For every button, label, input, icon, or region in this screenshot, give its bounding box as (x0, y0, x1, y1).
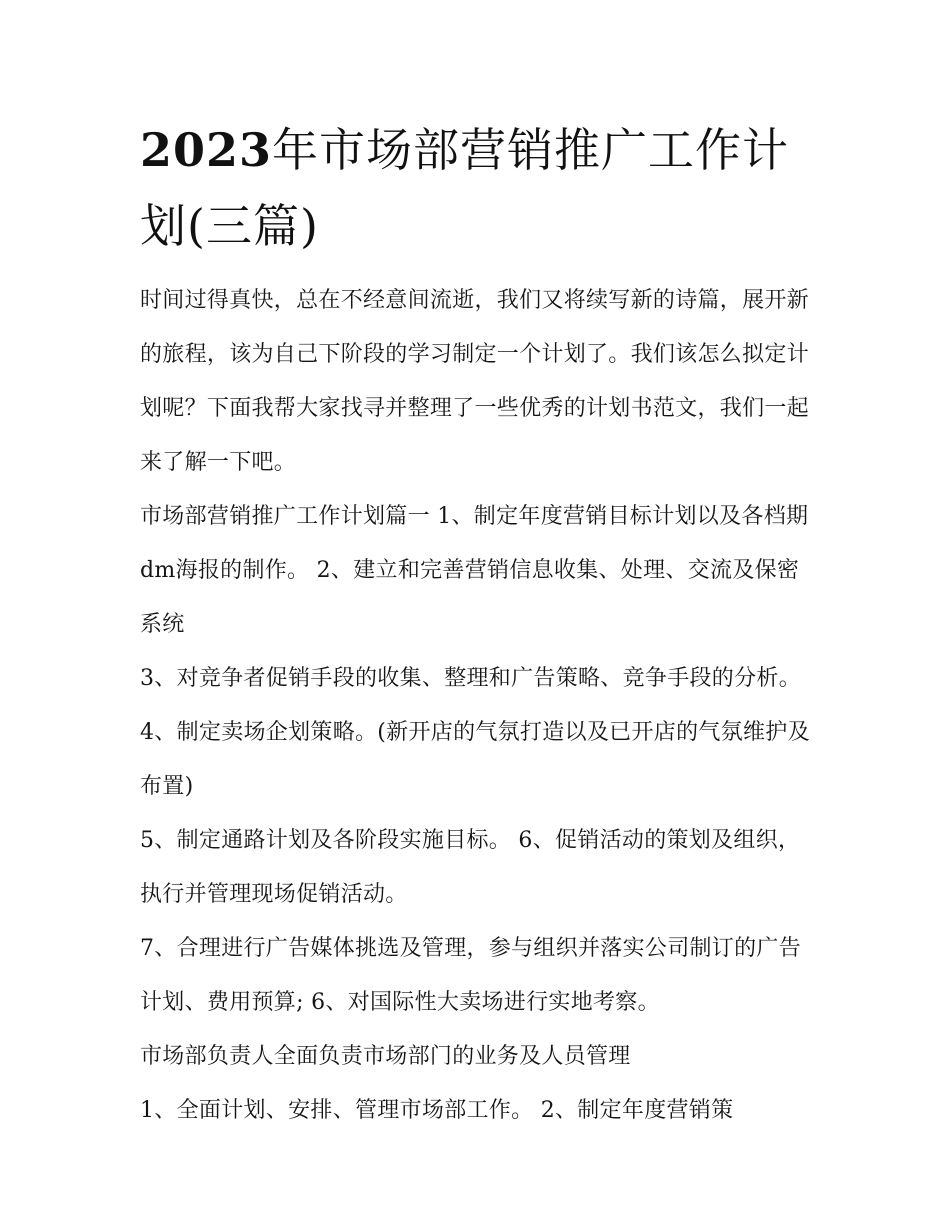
paragraph-plan-3: 3、对竞争者促销手段的收集、整理和广告策略、竞争手段的分析。 4、制定卖场企划策略。(新开店的气氛打造以及已开店的气氛维护及布置) (140, 666, 810, 799)
paragraph-intro: 时间过得真快，总在不经意间流逝，我们又将续写新的诗篇，展开新的旅程，该为自己下阶段的学习制定一个计划了。我们该怎么拟定计划呢？下面我帮大家找寻并整理了一些优秀的计划书范文，我们一起来了解一下吧。 (140, 288, 810, 475)
title-text: 年市场部营销推广工作计划(三篇) (140, 123, 790, 253)
paragraph-plan-1: 市场部营销推广工作计划篇一 1、制定年度营销目标计划以及各档期dm海报的制作。 2、建立和完善营销信息收集、处理、交流及保密系统 (140, 504, 809, 637)
title-year: 2023 (140, 123, 273, 177)
paragraph-plan-5: 5、制定通路计划及各阶段实施目标。 6、促销活动的策划及组织，执行并管理现场促销活动。 (140, 828, 801, 907)
paragraph-duties: 1、全面计划、安排、管理市场部工作。 2、制定年度营销策 (140, 1098, 734, 1123)
document-body (140, 274, 812, 1138)
paragraph-manager: 市场部负责人全面负责市场部门的业务及人员管理 (140, 1044, 631, 1069)
document-title (140, 112, 812, 264)
document-content (140, 112, 812, 1138)
paragraph-plan-7: 7、合理进行广告媒体挑选及管理，参与组织并落实公司制订的广告计划、费用预算; 6、对国际性大卖场进行实地考察。 (140, 936, 801, 1015)
